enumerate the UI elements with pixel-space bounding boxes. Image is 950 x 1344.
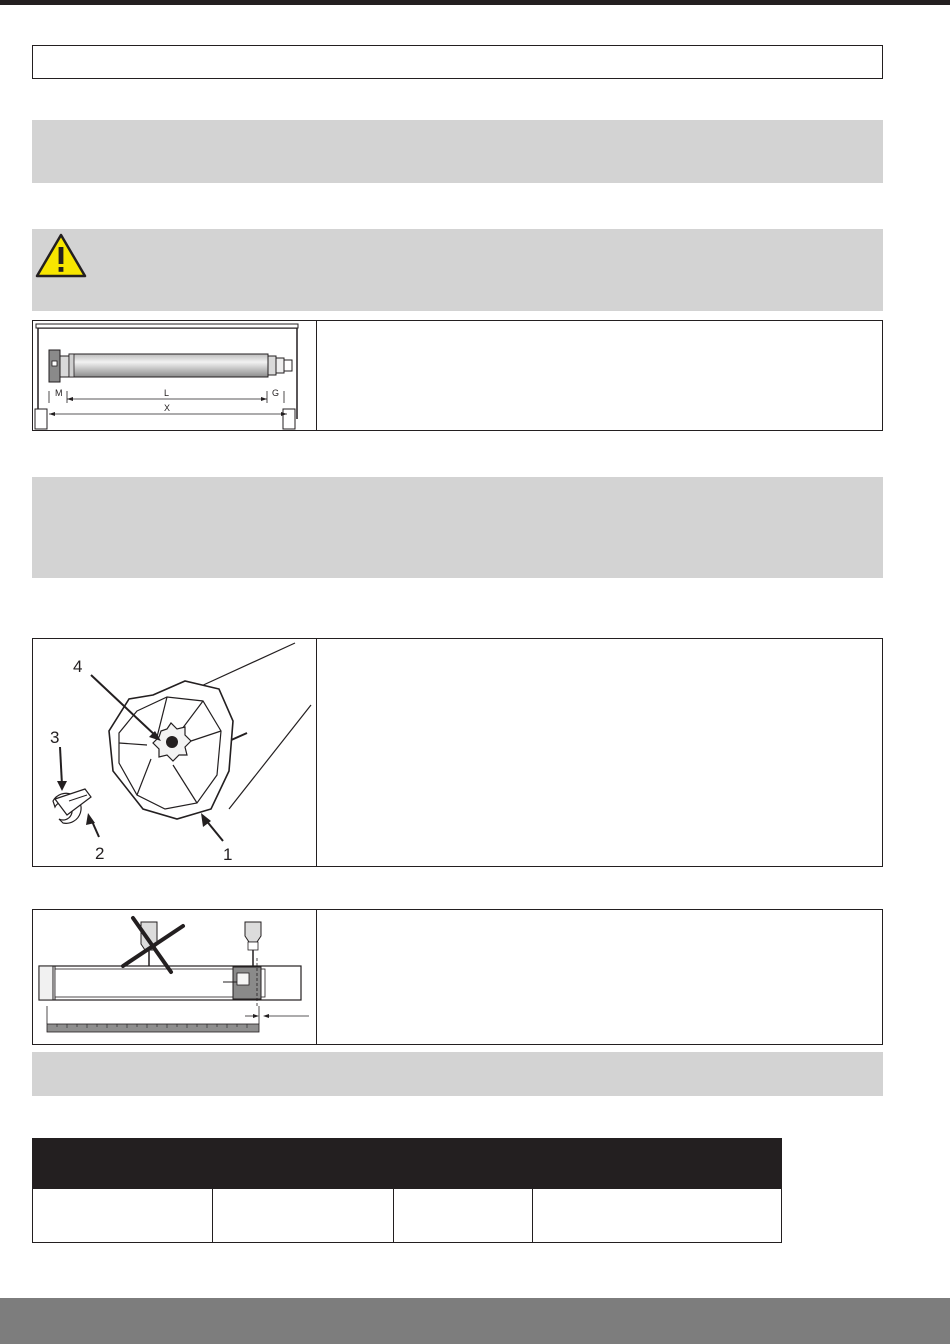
- figure-row-dimensions: [32, 320, 883, 431]
- spec-table: [32, 1138, 782, 1243]
- top-rule: [0, 0, 950, 5]
- table-header-cell: [533, 1139, 782, 1189]
- table-row: [33, 1189, 782, 1243]
- drilling-drawing: [33, 910, 317, 1044]
- figure-row-adapter: [32, 638, 883, 867]
- table-header-cell: [213, 1139, 394, 1189]
- dimension-label-m: M: [55, 388, 63, 398]
- figure-row-3-text: [317, 910, 882, 1044]
- table-header-row: [33, 1139, 782, 1189]
- grey-panel-3: [32, 1052, 883, 1096]
- adapter-assembly-drawing: [33, 639, 317, 866]
- warning-panel: [32, 229, 883, 311]
- drilling-figure: [33, 910, 317, 1044]
- dimension-label-g: G: [272, 388, 280, 398]
- dimension-label-l: L: [164, 388, 170, 398]
- footer-bar: [0, 1298, 950, 1344]
- callout-2: 2: [95, 844, 105, 863]
- tube-dimension-drawing: [33, 321, 317, 430]
- table-cell: [33, 1189, 213, 1243]
- figure-row-1-text: [317, 321, 882, 430]
- table-cell: [394, 1189, 533, 1243]
- adapter-assembly-figure: [33, 639, 317, 866]
- grey-panel-2: [32, 477, 883, 578]
- dimension-label-x: X: [164, 403, 171, 413]
- header-frame: [32, 45, 883, 79]
- figure-row-2-text: [317, 639, 882, 866]
- figure-row-drilling: [32, 909, 883, 1045]
- table-header-cell: [33, 1139, 213, 1189]
- warning-triangle-icon: [35, 232, 87, 278]
- callout-4: 4: [73, 657, 83, 676]
- table-cell: [533, 1189, 782, 1243]
- callout-1: 1: [223, 845, 233, 864]
- tube-dimension-figure: [33, 321, 317, 430]
- table-cell: [213, 1189, 394, 1243]
- callout-3: 3: [50, 728, 60, 747]
- table-header-cell: [394, 1139, 533, 1189]
- grey-panel-1: [32, 120, 883, 183]
